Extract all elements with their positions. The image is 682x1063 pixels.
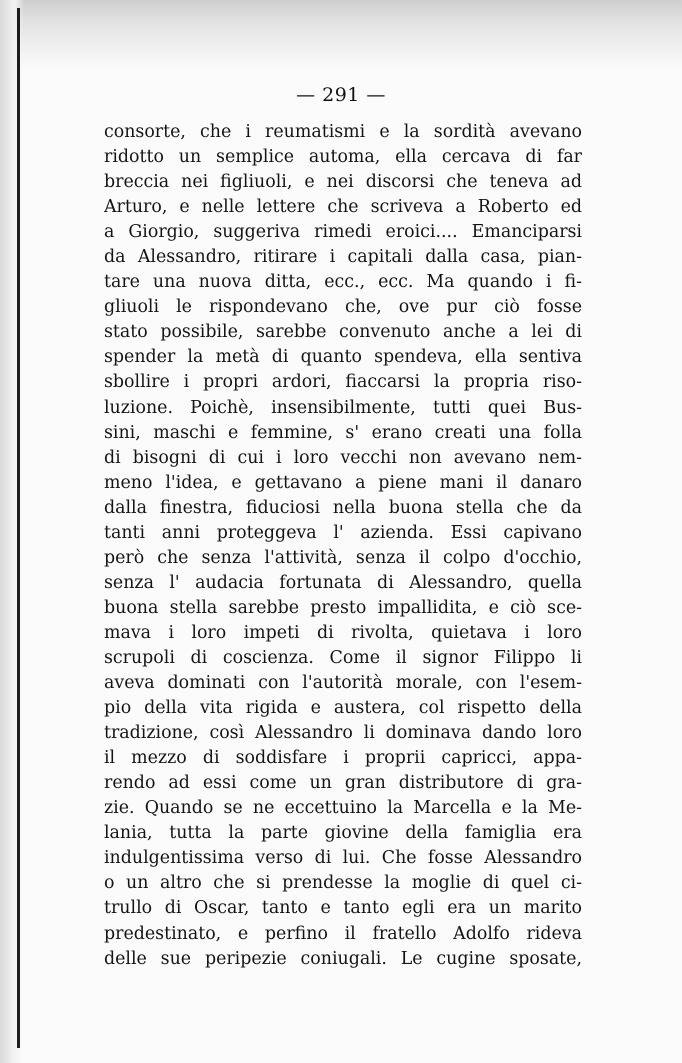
- text-line: spender la metà di quanto spendeva, ella sentiva: [104, 347, 582, 368]
- text-line: sini, maschi e femmine, s' erano creati una folla: [104, 422, 582, 443]
- text-line: però che senza l'attività, senza il colpo d'occhio,: [104, 547, 582, 568]
- text-line: pio della vita rigida e austera, col rispetto della: [104, 698, 582, 719]
- text-line: aveva dominati con l'autorità morale, con l'esem-: [104, 673, 582, 694]
- text-line: Arturo, e nelle lettere che scriveva a Roberto ed: [104, 197, 582, 218]
- text-line: breccia nei figliuoli, e nei discorsi che teneva ad: [104, 172, 582, 193]
- text-line: predestinato, e perfino il fratello Adolfo rideva: [104, 923, 582, 944]
- text-line: zie. Quando se ne eccettuino la Marcella e la Me-: [104, 798, 582, 819]
- text-line: mava i loro impeti di rivolta, quietava i loro: [104, 622, 582, 643]
- text-line: tradizione, così Alessandro li dominava dando loro: [104, 723, 582, 744]
- body-text: [104, 120, 582, 972]
- page-number: — 291 —: [296, 84, 386, 106]
- binding-edge: [0, 0, 24, 1063]
- text-line: di bisogni di cui i loro vecchi non avevano nem-: [104, 447, 582, 468]
- text-line: consorte, che i reumatismi e la sordità avevano: [104, 122, 582, 142]
- text-line: buona stella sarebbe presto impallidita, e ciò sce-: [104, 597, 582, 618]
- binding-line: [17, 8, 20, 1048]
- text-line: meno l'idea, e gettavano a piene mani il danaro: [104, 472, 582, 493]
- text-line: trullo di Oscar, tanto e tanto egli era un marito: [104, 898, 582, 919]
- text-line: sbollire i propri ardori, fiaccarsi la propria riso-: [104, 372, 582, 393]
- text-line: senza l' audacia fortunata di Alessandro, quella: [104, 572, 582, 593]
- text-line: delle sue peripezie coniugali. Le cugine sposate,: [104, 948, 582, 969]
- text-line: ridotto un semplice automa, ella cercava di far: [104, 147, 582, 168]
- text-line: lania, tutta la parte giovine della famiglia era: [104, 823, 582, 844]
- text-line: luzione. Poichè, insensibilmente, tutti quei Bus-: [104, 397, 582, 418]
- scan-shadow: [0, 0, 682, 70]
- text-line: da Alessandro, ritirare i capitali dalla casa, pian-: [104, 247, 582, 268]
- text-line: tanti anni proteggeva l' azienda. Essi capivano: [104, 522, 582, 543]
- text-line: o un altro che si prendesse la moglie di quel ci-: [104, 873, 582, 894]
- text-line: gliuoli le rispondevano che, ove pur ciò fosse: [104, 297, 582, 318]
- text-line: tare una nuova ditta, ecc., ecc. Ma quando i fi-: [104, 272, 582, 293]
- text-line: dalla finestra, fiduciosi nella buona stella che da: [104, 497, 582, 518]
- text-line: stato possibile, sarebbe convenuto anche a lei di: [104, 322, 582, 343]
- text-line: indulgentissima verso di lui. Che fosse Alessandro: [104, 848, 582, 869]
- text-line: il mezzo di soddisfare i proprii capricci, appa-: [104, 748, 582, 769]
- text-line: rendo ad essi come un gran distributore di gra-: [104, 773, 582, 794]
- text-line: scrupoli di coscienza. Come il signor Filippo li: [104, 647, 582, 668]
- text-line: a Giorgio, suggeriva rimedi eroici.... Emanciparsi: [104, 222, 582, 243]
